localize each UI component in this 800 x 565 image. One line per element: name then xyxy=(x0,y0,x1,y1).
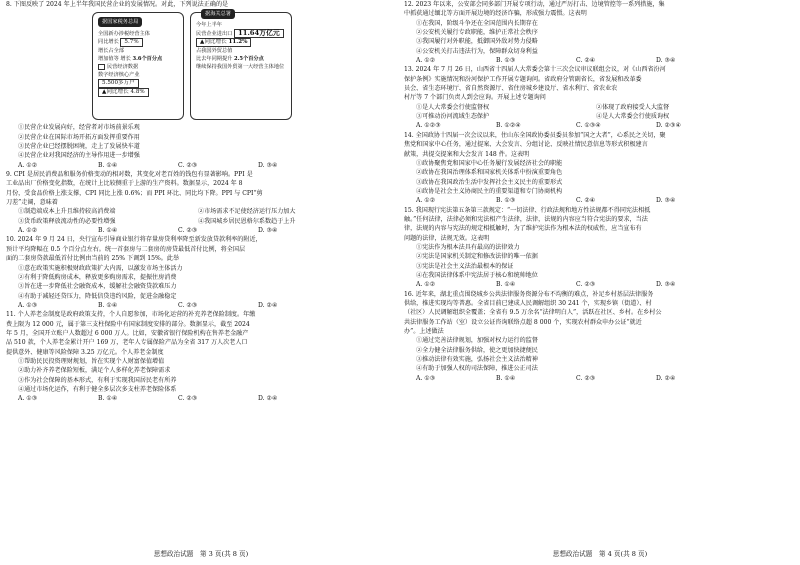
card1-line: 增长 xyxy=(120,56,131,63)
private-enterprise-infographic xyxy=(92,12,396,120)
statement-option: ②民营企业在国际市场开拓方面发挥重要作用 xyxy=(18,133,140,141)
question-stem-line: 14. 全国政协十四届一次会议以来，住山东全国政协委员委员参加“国之大者”，心系民之关切，聚 xyxy=(404,131,666,139)
statement-option: ③政协在我国政治生活中发挥社会主义民主的重要形式 xyxy=(416,178,563,186)
tax-bureau-card xyxy=(92,12,184,120)
statement-option: ①政协聚焦党和国家中心任务履行发展经济社会的职能 xyxy=(416,159,563,167)
answer-choice: A. ①② xyxy=(416,281,436,289)
question-stem-line: 焦党和国家中心任务，通过提案、大会发言、分组讨论、反映社情民意信息等形式积极建言 xyxy=(404,141,648,149)
statement-option: ③旨在进一步降低社会融资成本，缓解社会融资贷款难压力 xyxy=(18,283,177,291)
statement-option: ②全力健全法律服务供给，使之更加快捷便民 xyxy=(416,346,538,354)
statement-option: ④有助于加强人权的司法保障，推进公正司法 xyxy=(416,365,538,373)
tax-bureau-card-title: 据国家税务总局 xyxy=(98,17,142,27)
page-3 xyxy=(6,0,396,565)
answer-choice: C. ①③④ xyxy=(576,122,601,130)
card2-line: 今年上半年 xyxy=(196,22,222,29)
statement-option: ④在我国法律体系中宪法居于核心和统帅地位 xyxy=(416,271,538,279)
question-stem-line: 办”。上述做法 xyxy=(404,328,444,336)
card1-line: 全国新办涉税经营主体 xyxy=(98,31,150,38)
question-stem-line: 15. 我国现行宪法第五条第三款规定：“一切法律、行政法规和地方性法规都不得同宪法相抵 xyxy=(404,206,651,214)
answer-choice: B. ①④ xyxy=(98,161,118,169)
statement-option: ③宪法是社会主义法治最根本的保证 xyxy=(416,262,514,270)
question-16 xyxy=(404,290,796,383)
statement-option: ①在我国，阶级斗争还在全国范围内长期存在 xyxy=(416,19,538,27)
question-stem-line: 品 510 款，个人养老金累计开户 169 万，老年人专属保险产品为全省 317 万人次老人口 xyxy=(6,339,248,347)
page-4 xyxy=(404,0,796,565)
answer-choice: D. ②③④ xyxy=(656,122,681,130)
statement-option: ②公安机关履行专政职能，维护正常社会秩序 xyxy=(416,29,538,37)
question-stem-line: 村厅等 7 个部门负责人到会应询。开展上述专题询问 xyxy=(404,94,546,102)
answer-choice: A. ①③ xyxy=(416,374,436,382)
statement-option: ③作为社会保障的基本形式，有利于实现我国居民老有所养 xyxy=(18,376,177,384)
answer-choice: A. ①② xyxy=(416,57,436,65)
question-13 xyxy=(404,65,796,130)
statement-option: ④政协是社会主义协商民主的重要渠道和专门协商机构 xyxy=(416,187,563,195)
statement-option: ③我国履行对外职能，抵御国外敌对势力侵略 xyxy=(416,38,538,46)
question-stem-line: 9. CPI 是居民消费品和服务价格变动的相对数，其变化对老百姓的钱包有显著影响。PPI 是 xyxy=(6,171,253,179)
statement-option: ③可推动汾河流域生态保护 xyxy=(416,113,490,121)
answer-choice: B. ①④ xyxy=(496,281,516,289)
page-footer: 思想政治试题 第 4 页(共 8 页) xyxy=(552,550,648,558)
statement-option: ①通过完善法律规划，加强对权力运行的监督 xyxy=(416,337,538,345)
question-stem-line: 工业品出厂价格变化指数，在统计上比较侧重于上游的生产资料。数据显示，2024 年 8 xyxy=(6,180,243,188)
question-stem-line: 员会、省生态环境厅、省自然资源厅、省住房城乡建设厅、省水利厅、省农业农 xyxy=(404,85,618,93)
answer-choice: D. ②④ xyxy=(258,301,278,309)
question-15 xyxy=(404,206,796,290)
answer-choice: A. ①② xyxy=(416,197,436,205)
answer-choice: A. ①②③ xyxy=(416,122,441,130)
answer-choice: B. ①③ xyxy=(496,57,516,65)
answer-choice: D. ②④ xyxy=(656,374,676,382)
statement-option: ②有利于降低购房成本，释放更多购房需求，提振住房消费 xyxy=(18,273,177,281)
answer-choice: D. ③④ xyxy=(258,227,278,235)
card2-value: 11.64万亿元 xyxy=(234,29,284,38)
answer-choice: C. ②③ xyxy=(178,227,198,235)
statement-option: ③推动法律有效实施，弘扬社会主义法治精神 xyxy=(416,356,538,364)
answer-choice: A. ①② xyxy=(18,161,38,169)
statement-option: ①帮助民民投资理财规划，旨在实现个人财富保值增值 xyxy=(18,357,165,365)
question-10 xyxy=(6,235,396,310)
question-stem-line: 年 5 月，全国开立账户人数超过 6 000 万人。比如，安徽省银行保险机构在售养老金融产 xyxy=(6,329,249,337)
card1-line: 民营经济数据 xyxy=(107,64,139,71)
question-stem-line: 中抓获通过缅北等方面开展边境的经济诈骗，形成强力震慑。这表明 xyxy=(404,10,587,18)
statement-option: ④是人大常委会行使质询权 xyxy=(596,113,670,121)
up-arrow-icon: ▲ xyxy=(200,39,205,46)
card1-value: 4.8% xyxy=(130,89,145,96)
statement-option: ②体现了政府接受人大监督 xyxy=(596,103,670,111)
question-stem-line: 触。”任何法律，法律必须和宪法相产生法律，法律，法规的内容应当符合宪法的要求，当法 xyxy=(404,215,648,223)
question-stem-line: 提供意外、健康等风险保障 3.25 万亿元。个人养老金制度 xyxy=(6,348,164,356)
answer-choice: A. ①③ xyxy=(18,301,38,309)
question-stem-line: 13. 2024 年 7 月 26 日，山西省十四届人大常委会第十三次会议审议联组会议，对《山西省汾河 xyxy=(404,66,666,74)
answer-choice: B. ①④ xyxy=(98,301,118,309)
answer-choice: C. ②④ xyxy=(576,57,596,65)
question-stem-line: （社区）人民调解组织全覆盖；全省有 9.5 万余名“法律明白人”，活跃在社区、乡村。在乡村公 xyxy=(404,309,662,317)
question-14 xyxy=(404,131,796,206)
statement-option: ②市场需求不足使经济运行压力加大 xyxy=(198,208,296,216)
answer-choice: B. ①④ xyxy=(496,374,516,382)
answer-choice: B. ①③ xyxy=(496,197,516,205)
answer-choice: B. ①②④ xyxy=(496,122,521,130)
statement-option: ①制造端成本上升且维持较高消费端 xyxy=(18,208,116,216)
card1-line: 增加值等 xyxy=(98,56,119,63)
card1-line: 增长占全部 xyxy=(98,48,124,55)
question-stem-line: 10. 2024 年 9 月 24 日，央行宣布引导商业银行将存量房贷利率降至新发放贷款利率的附近， xyxy=(6,236,262,244)
statement-option: ④公安机关打击违法行为，保障群众切身利益 xyxy=(416,47,538,55)
question-stem-line: 月份，受食品价格上涨支撑，CPI 同比上涨 0.6%；而 PPI 环比、同比均下降。PPI 与 CPI“剪 xyxy=(6,189,263,197)
answer-choice: D. ②④ xyxy=(258,395,278,403)
statement-option: ①意在政策实施积极财政政策扩大内需，以激发市场主体活力 xyxy=(18,264,183,272)
answer-choice: B. ①④ xyxy=(98,227,118,235)
card1-value: 3.6个百分点 xyxy=(132,56,163,63)
customs-card xyxy=(190,12,292,120)
answer-choice: C. ②③ xyxy=(576,374,596,382)
statement-option: ④民营企业对我国经济的主导作用进一步增强 xyxy=(18,152,140,160)
answer-choice: D. ③④ xyxy=(258,161,278,169)
page-footer: 思想政治试题 第 3 页(共 8 页) xyxy=(153,550,249,558)
statement-option: ③民营企业已经摆脱困境，走上了发展快车道 xyxy=(18,143,140,151)
answer-choice: C. ②③ xyxy=(178,395,198,403)
question-stem-line: 共法律服务工作站（室）设立公证咨询联络点超 8 000 个，实现农村群众申办公证“就近 xyxy=(404,318,642,326)
answer-choice: D. ③④ xyxy=(656,281,676,289)
statement-option: ①民营企业发展向好，经营者对市场前景乐观 xyxy=(18,124,140,132)
question-stem-line: 费上限为 12 000 元，属于第三支柱保险中有国家制度安排的部分。数据显示，截至 2024 xyxy=(6,320,250,328)
card2-line: 继续保持我国外贸第一大经营主体地位 xyxy=(196,64,285,71)
card1-value: 5.7% xyxy=(120,38,142,47)
customs-card-title: 据海关总署 xyxy=(201,9,235,19)
card1-line: 数字经济核心产业 xyxy=(98,72,140,79)
question-stem-line: 面的二套房贷款最低首付比例由当前的 25% 下调到 15%。此举 xyxy=(6,255,180,263)
statement-option: ①宪法作为根本法具有最高的法律效力 xyxy=(416,243,520,251)
statement-option: ③货币政策释放流动性的必要性增强 xyxy=(18,217,116,225)
question-stem-line: 11. 个人养老金制度是政府政策支持，个人自愿参加，市场化运营的补充养老保险制度。年缴 xyxy=(6,311,256,319)
question-stem-line: 预计平均降幅在 0.5 个百分点左右。统一首套房与二套房的房贷最低首付比例，将全国层 xyxy=(6,245,246,253)
question-stem-line: 供给，推进实现均等普惠。全省目前已建成人民调解组织 30 241 个，实现乡镇（街道）、村 xyxy=(404,300,652,307)
statement-option: ④通过市场化运作，有利于健全多层次多支柱养老保险体系 xyxy=(18,385,177,393)
card1-value: 5.500多万户 xyxy=(98,79,139,88)
answer-choice: D. ③④ xyxy=(656,57,676,65)
card2-value: 11.2% xyxy=(228,39,248,46)
answer-choice: A. ①② xyxy=(18,227,38,235)
question-12 xyxy=(404,0,796,65)
question-stem-line: 律，法规的内容与宪法的规定相抵触时，为了维护宪法作为根本法的权威性，应当宣布有 xyxy=(404,225,642,233)
card2-line: 比去年同期提升 xyxy=(196,56,233,63)
statement-option: ①是人大常委会行使监督权 xyxy=(416,103,490,111)
card2-line: 占我国外贸总值 xyxy=(196,48,233,55)
card1-line: 同比增长 xyxy=(98,39,119,46)
card1-line: 同比增长 xyxy=(106,89,129,96)
card2-line: 同比增长 xyxy=(204,39,227,46)
statement-option: ②助力补齐养老保险短板，满足个人多样化养老保障需求 xyxy=(18,367,171,375)
statement-option: ④我国城乡居民恩格尔系数趋于上升 xyxy=(198,217,296,225)
question-stem-line: 8. 下图反映了 2024 年上半年我国民营企业的发展情况。对此，下列说法正确的是 xyxy=(6,1,229,8)
question-8 xyxy=(6,0,396,170)
answer-choice: C. ②③ xyxy=(178,301,198,309)
answer-choice: C. ②④ xyxy=(576,197,596,205)
question-11 xyxy=(6,310,396,403)
question-9 xyxy=(6,170,396,235)
question-stem-line: 献策，共提交提案和大会发言 148 件。这表明 xyxy=(404,150,530,158)
answer-choice: B. ①④ xyxy=(98,395,118,403)
answer-choice: C. ②③ xyxy=(178,161,198,169)
statement-option: ②政协在我国治理体系和国家机关体系中扮演重要角色 xyxy=(416,169,563,177)
question-stem-line: 刀差”走阔，意味着 xyxy=(6,199,58,207)
answer-choice: C. ②③ xyxy=(576,281,596,289)
question-stem-line: 16. 近年来，湖北重点围绕城乡公共法律服务资源分布不均衡的难点，补足乡村基层法律服务 xyxy=(404,290,654,298)
question-stem-line: 问题的法律，法规无效。这表明 xyxy=(404,234,490,242)
question-stem-line: 12. 2023 年以来，公安部会同多部门开展专项行动，通过严厉打击、边境管控等一系列措施，集 xyxy=(404,1,665,8)
chart-icon xyxy=(98,64,105,70)
statement-option: ④有助于减轻还贷压力，降低信贷违约风险，促进金融稳定 xyxy=(18,292,177,300)
answer-choice: A. ①③ xyxy=(18,395,38,403)
question-stem-line: 保护条例》实施情况和汾河保护工作开展专题询问。省政府分管副省长，省发展和改革委 xyxy=(404,75,642,83)
answer-choice: D. ③④ xyxy=(656,197,676,205)
up-arrow-icon: ▲ xyxy=(102,89,107,96)
card2-line: 民营企业进出口 xyxy=(196,31,233,38)
statement-option: ②宪法是国家机关制定和修改法律的唯一依据 xyxy=(416,253,538,261)
card2-value: 2.5个百分点 xyxy=(233,56,264,63)
